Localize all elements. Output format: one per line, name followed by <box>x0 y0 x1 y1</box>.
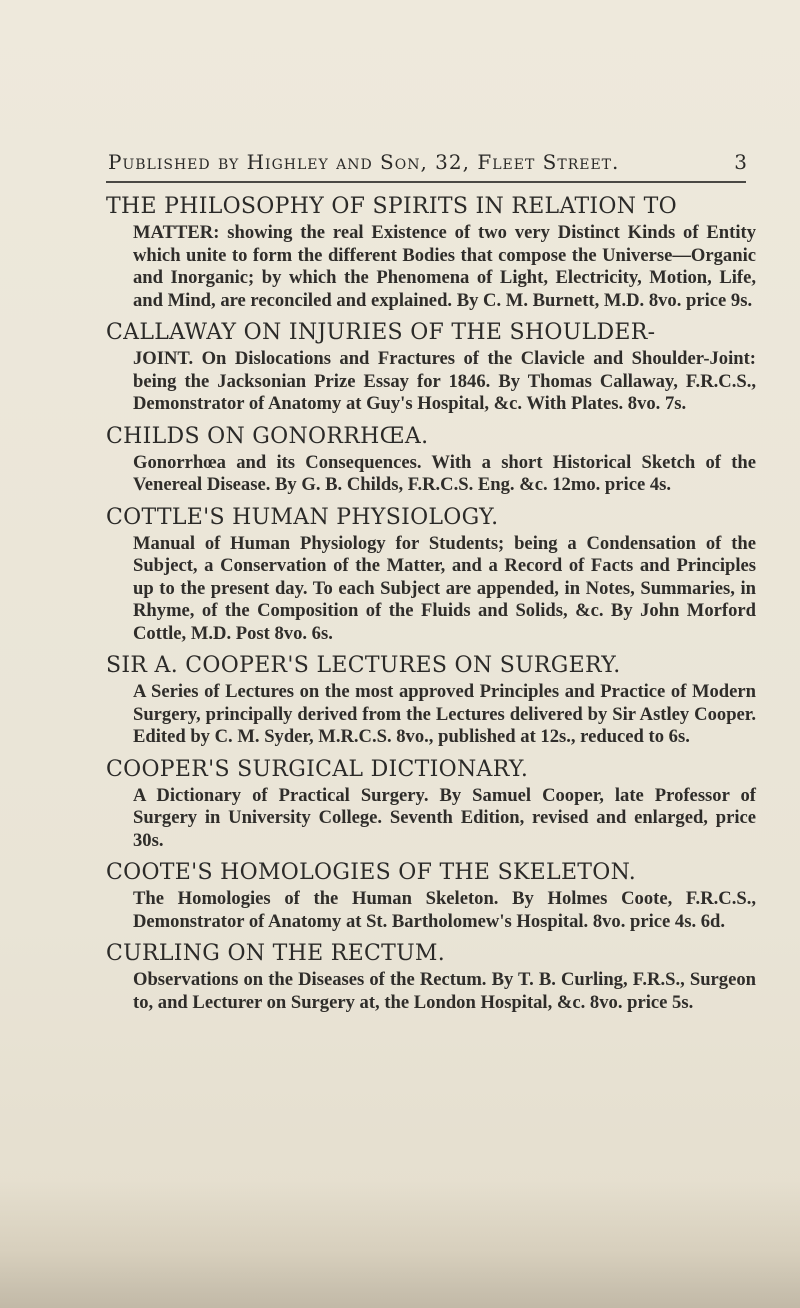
entry-title: THE PHILOSOPHY OF SPIRITS IN RELATION TO <box>106 194 677 219</box>
catalogue-entry <box>106 318 756 416</box>
catalogue-entry <box>106 858 756 933</box>
entry-title: COOPER'S SURGICAL DICTIONARY. <box>106 756 529 782</box>
catalogue-entry <box>106 755 756 853</box>
entry-title: SIR A. COOPER'S LECTURES ON SURGERY. <box>106 653 621 678</box>
catalogue-entry <box>106 651 756 749</box>
catalogue-entry <box>106 503 756 646</box>
running-head <box>108 150 748 174</box>
entry-title: CHILDS ON GONORRHŒA. <box>106 423 429 449</box>
entry-description: Observations on the Diseases of the Rectum. By T. B. Curling, F.R.S., Surgeon to, and Lecturer on Surgery at, the London Hospital, &c. 8vo. price 5s. <box>133 969 756 1013</box>
catalogue-entry <box>106 192 756 312</box>
entry-description: Gonorrhœa and its Consequences. With a short Historical Sketch of the Venereal Disease. By G. B. Childs, F.R.C.S. Eng. &c. 12mo. price 4s. <box>133 451 756 495</box>
entry-description: JOINT. On Dislocations and Fractures of the Clavicle and Shoulder-Joint: being the Jacksonian Prize Essay for 1846. By Thomas Callaway, F.R.C.S., Demonstrator of Anatomy at Guy's Hospital, &c. With Plates. 8vo. 7s. <box>133 348 756 414</box>
entry-description: A Series of Lectures on the most approved Principles and Practice of Modern Surgery, principally derived from the Lectures delivered by Sir Astley Cooper. Edited by C. M. Syder, M.R.C.S. 8vo., published at 12s., reduced to 6s. <box>133 681 756 747</box>
header-rule <box>106 181 746 183</box>
entry-title: COOTE'S HOMOLOGIES OF THE SKELETON. <box>106 860 637 885</box>
entry-title: COTTLE'S HUMAN PHYSIOLOGY. <box>106 504 499 530</box>
entry-description: A Dictionary of Practical Surgery. By Samuel Cooper, late Professor of Surgery in University College. Seventh Edition, revised and enlarged, price 30s. <box>133 784 756 851</box>
entry-title: CALLAWAY ON INJURIES OF THE SHOULDER- <box>106 320 656 345</box>
catalogue-entry <box>106 422 756 497</box>
page-number: 3 <box>734 150 748 174</box>
page-stain <box>0 1180 800 1308</box>
entry-title: CURLING ON THE RECTUM. <box>106 941 446 966</box>
entry-description: MATTER: showing the real Existence of two very Distinct Kinds of Entity which unite to form the different Bodies that compose the Universe—Organic and Inorganic; by which the Phenomena of Light, Electricity, Motion, Life, and Mind, are reconciled and explained. By C. M. Burnett, M.D. 8vo. price 9s. <box>133 222 756 311</box>
catalogue-entries <box>106 192 756 1020</box>
running-head-text: Published by Highley and Son, 32, Fleet Street. <box>108 150 620 174</box>
entry-description: Manual of Human Physiology for Students; being a Condensation of the Subject, a Conservation of the Matter, and a Record of Facts and Principles up to the present day. To each Subject are appended, in Notes, Summaries, in Rhyme, of the Composition of the Fluids and Solids, &c. By John Morford Cottle, M.D. Post 8vo. 6s. <box>133 532 756 644</box>
entry-description: The Homologies of the Human Skeleton. By Holmes Coote, F.R.C.S., Demonstrator of Anatomy at St. Bartholomew's Hospital. 8vo. price 4s. 6d. <box>133 888 756 932</box>
catalogue-entry <box>106 939 756 1014</box>
